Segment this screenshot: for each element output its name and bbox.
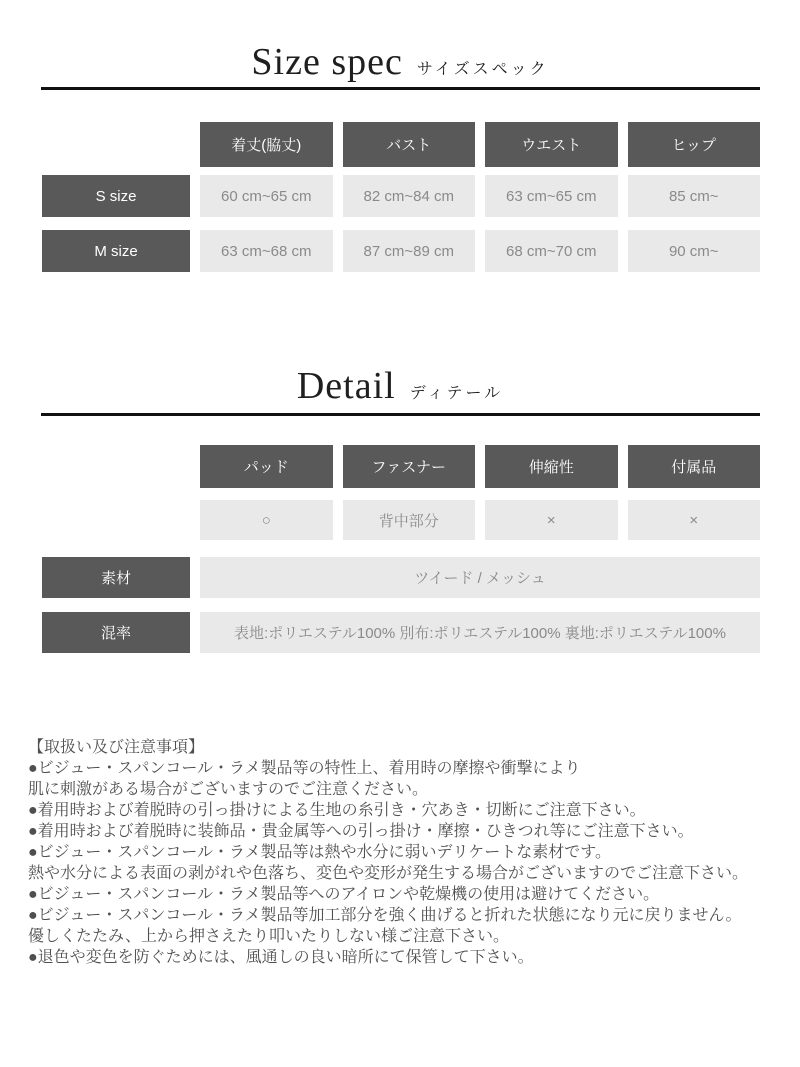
column-header-pad: パッド [200, 445, 333, 488]
column-header-bust: バスト [343, 122, 476, 167]
detail-title-ja: ディテール [409, 385, 504, 402]
note-line: ●退色や変色を防ぐためには、風通しの良い暗所にて保管して下さい。 [28, 949, 534, 966]
size-table-header-row [42, 122, 760, 167]
size-table [42, 122, 760, 272]
fabric-mix-row [42, 612, 760, 653]
column-header-waist: ウエスト [485, 122, 618, 167]
note-line: ●ビジュー・スパンコール・ラメ製品等は熱や水分に弱いデリケートな素材です。 [28, 844, 611, 861]
column-header-accessory: 付属品 [628, 445, 761, 488]
detail-value-spacer [42, 500, 190, 540]
note-line: ●ビジュー・スパンコール・ラメ製品等の特性上、着用時の摩擦や衝撃により [28, 760, 581, 777]
size-section-divider [41, 87, 760, 90]
detail-header-row [42, 445, 760, 488]
pad-value: ○ [200, 500, 333, 540]
s-hip-value: 85 cm~ [628, 175, 761, 217]
detail-title-en: Detail [296, 365, 396, 407]
fabric-mix-value: 表地:ポリエステル100% 別布:ポリエステル100% 裏地:ポリエステル100% [200, 612, 760, 653]
note-line: 熱や水分による表面の剥がれや色落ち、変色や変形が発生する場合がございますのでご注意下さい。 [28, 865, 749, 882]
size-title-en: Size spec [251, 41, 403, 83]
size-section-title [0, 40, 800, 84]
note-line: 優しくたたみ、上から押さえたり叩いたりしない様ご注意下さい。 [28, 928, 509, 945]
zipper-value: 背中部分 [343, 500, 476, 540]
row-label-s-size: S size [42, 175, 190, 217]
column-header-length: 着丈(脇丈) [200, 122, 333, 167]
size-table-corner-spacer [42, 122, 190, 167]
note-line: ●ビジュー・スパンコール・ラメ製品等加工部分を強く曲げると折れた状態になり元に戻りません。 [28, 907, 742, 924]
note-line: 肌に刺激がある場合がございますのでご注意ください。 [28, 781, 429, 798]
column-header-hip: ヒップ [628, 122, 761, 167]
m-bust-value: 87 cm~89 cm [343, 230, 476, 272]
column-header-stretch: 伸縮性 [485, 445, 618, 488]
note-line: ●着用時および着脱時の引っ掛けによる生地の糸引き・穴あき・切断にご注意下さい。 [28, 802, 646, 819]
detail-section-title [0, 364, 800, 408]
m-length-value: 63 cm~68 cm [200, 230, 333, 272]
s-waist-value: 63 cm~65 cm [485, 175, 618, 217]
care-notes [28, 737, 776, 968]
detail-table [42, 445, 760, 653]
detail-value-row [42, 500, 760, 540]
care-notes-heading: 【取扱い及び注意事項】 [28, 739, 205, 756]
detail-corner-spacer [42, 445, 190, 488]
s-bust-value: 82 cm~84 cm [343, 175, 476, 217]
row-label-m-size: M size [42, 230, 190, 272]
detail-section-divider [41, 413, 760, 416]
size-row-m [42, 230, 760, 272]
row-label-material: 素材 [42, 557, 190, 598]
note-line: ●ビジュー・スパンコール・ラメ製品等へのアイロンや乾燥機の使用は避けてください。 [28, 886, 660, 903]
note-line: ●着用時および着脱時に装飾品・貴金属等への引っ掛け・摩擦・ひきつれ等にご注意下さい。 [28, 823, 694, 840]
s-length-value: 60 cm~65 cm [200, 175, 333, 217]
material-row [42, 557, 760, 598]
row-label-fabric-mix: 混率 [42, 612, 190, 653]
size-row-s [42, 175, 760, 217]
material-value: ツイード / メッシュ [200, 557, 760, 598]
stretch-value: × [485, 500, 618, 540]
column-header-zipper: ファスナー [343, 445, 476, 488]
m-waist-value: 68 cm~70 cm [485, 230, 618, 272]
accessory-value: × [628, 500, 761, 540]
m-hip-value: 90 cm~ [628, 230, 761, 272]
size-title-ja: サイズスペック [416, 61, 549, 78]
